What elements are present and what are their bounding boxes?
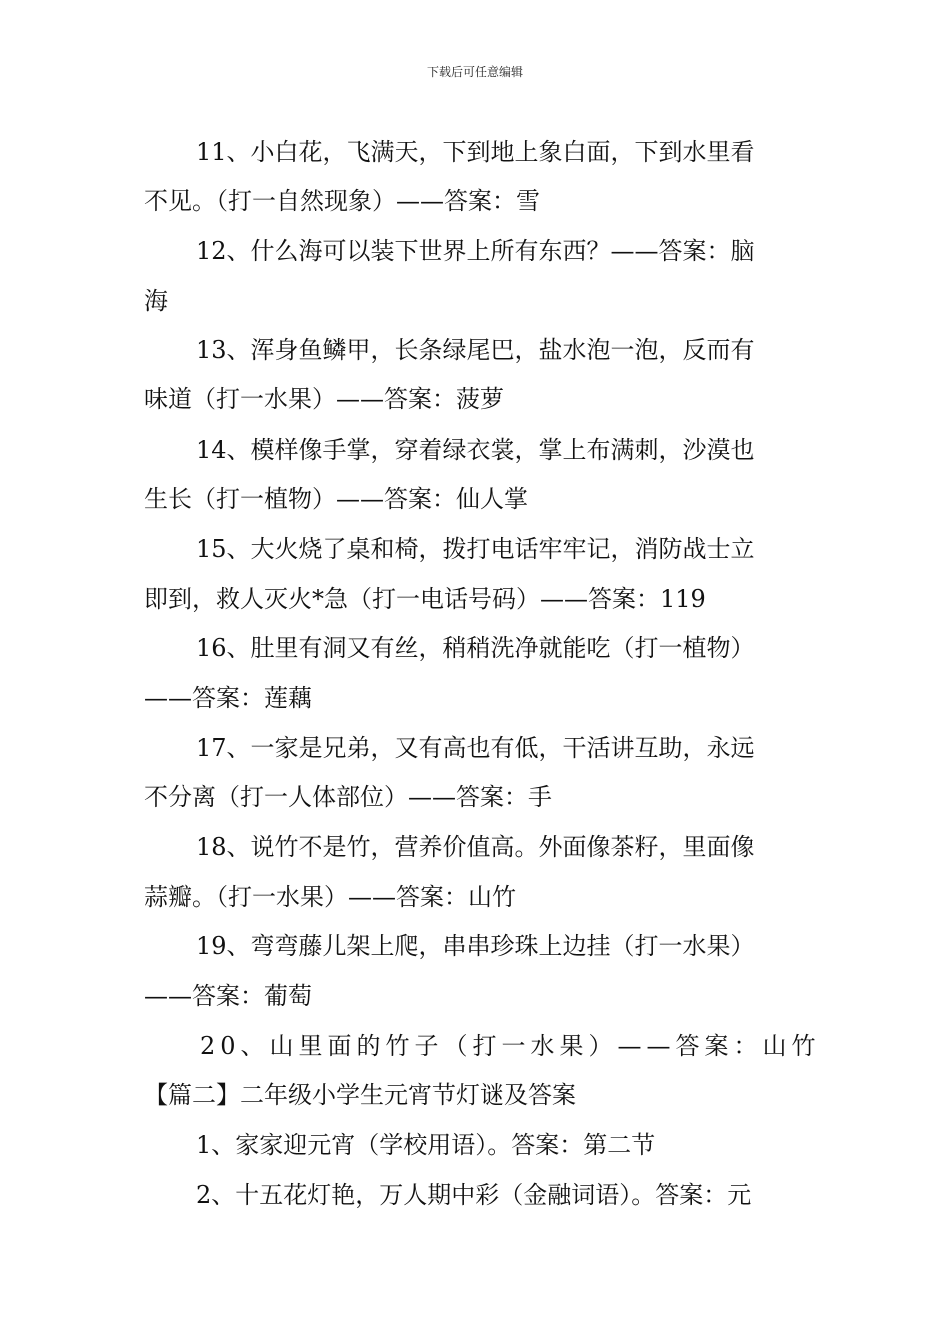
section-title: 【篇二】二年级小学生元宵节灯谜及答案 xyxy=(144,1081,576,1109)
riddle-20-line: 20、山里面的竹子（打一水果）——答案：山竹 xyxy=(200,1032,821,1060)
riddle-19-line-1: 19、弯弯藤儿架上爬，串串珍珠上边挂（打一水果） xyxy=(196,932,755,960)
riddle-13-line-1: 13、浑身鱼鳞甲，长条绿尾巴，盐水泡一泡，反而有 xyxy=(196,336,755,364)
riddle-17-line-2: 不分离（打一人体部位）——答案：手 xyxy=(144,783,552,811)
riddle-18-line-2: 蒜瓣。（打一水果）——答案：山竹 xyxy=(144,883,516,911)
riddle-17-line-1: 17、一家是兄弟，又有高也有低，干活讲互助，永远 xyxy=(196,734,755,762)
part2-riddle-1-line: 1、家家迎元宵（学校用语）。答案：第二节 xyxy=(196,1131,656,1159)
riddle-11-line-1: 11、小白花，飞满天，下到地上象白面，下到水里看 xyxy=(196,138,755,166)
riddle-14-line-1: 14、模样像手掌，穿着绿衣裳，掌上布满刺，沙漠也 xyxy=(196,436,755,464)
riddle-19-line-2: ——答案：葡萄 xyxy=(144,982,312,1010)
part2-riddle-2-line: 2、十五花灯艳，万人期中彩（金融词语）。答案：元 xyxy=(196,1181,752,1209)
riddle-15-line-1: 15、大火烧了桌和椅，拨打电话牢牢记，消防战士立 xyxy=(196,535,755,563)
riddle-12-line-2: 海 xyxy=(144,287,168,315)
riddle-18-line-1: 18、说竹不是竹，营养价值高。外面像茶籽，里面像 xyxy=(196,833,755,861)
riddle-16-line-1: 16、肚里有洞又有丝，稍稍洗净就能吃（打一植物） xyxy=(196,634,755,662)
riddle-11-line-2: 不见。（打一自然现象）——答案：雪 xyxy=(144,187,540,215)
riddle-12-line-1: 12、什么海可以装下世界上所有东西？——答案：脑 xyxy=(196,237,755,265)
riddle-13-line-2: 味道（打一水果）——答案：菠萝 xyxy=(144,385,504,413)
page-header: 下载后可任意编辑 xyxy=(426,65,523,79)
riddle-16-line-2: ——答案：莲藕 xyxy=(144,684,312,712)
riddle-14-line-2: 生长（打一植物）——答案：仙人掌 xyxy=(144,485,528,513)
riddle-15-line-2: 即到，救人灭火*急（打一电话号码）——答案：119 xyxy=(144,585,706,613)
